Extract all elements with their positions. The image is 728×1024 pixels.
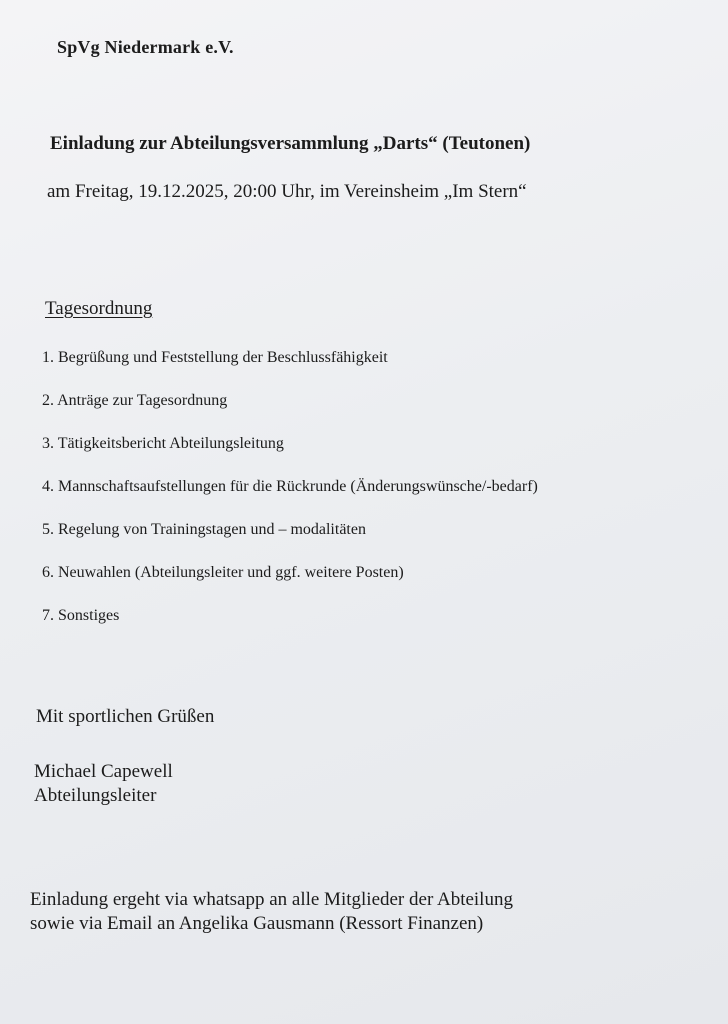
closing-greeting: Mit sportlichen Grüßen (36, 706, 215, 727)
signer-role: Abteilungsleiter (34, 785, 157, 806)
signer-name: Michael Capewell (34, 761, 173, 782)
agenda-item: 4. Mannschaftsaufstellungen für die Rückrunde (Änderungswünsche/-bedarf) (42, 478, 538, 495)
agenda-heading: Tagesordnung (45, 298, 153, 319)
distribution-note-line-1: Einladung ergeht via whatsapp an alle Mitglieder der Abteilung (30, 889, 513, 910)
invitation-details: am Freitag, 19.12.2025, 20:00 Uhr, im Vereinsheim „Im Stern“ (47, 181, 527, 202)
agenda-list (42, 346, 538, 647)
distribution-note (30, 888, 513, 936)
invitation-title: Einladung zur Abteilungsversammlung „Darts“ (Teutonen) (50, 133, 531, 154)
distribution-note-line-2: sowie via Email an Angelika Gausmann (Ressort Finanzen) (30, 913, 484, 934)
agenda-item: 7. Sonstiges (42, 607, 120, 624)
club-name: SpVg Niedermark e.V. (57, 37, 234, 57)
signature-block (34, 760, 173, 808)
agenda-item: 3. Tätigkeitsbericht Abteilungsleitung (42, 435, 284, 452)
agenda-item: 2. Anträge zur Tagesordnung (42, 392, 228, 409)
agenda-item: 1. Begrüßung und Feststellung der Beschlussfähigkeit (42, 349, 388, 366)
agenda-item: 6. Neuwahlen (Abteilungsleiter und ggf. weitere Posten) (42, 564, 404, 581)
agenda-item: 5. Regelung von Trainingstagen und – modalitäten (42, 521, 366, 538)
